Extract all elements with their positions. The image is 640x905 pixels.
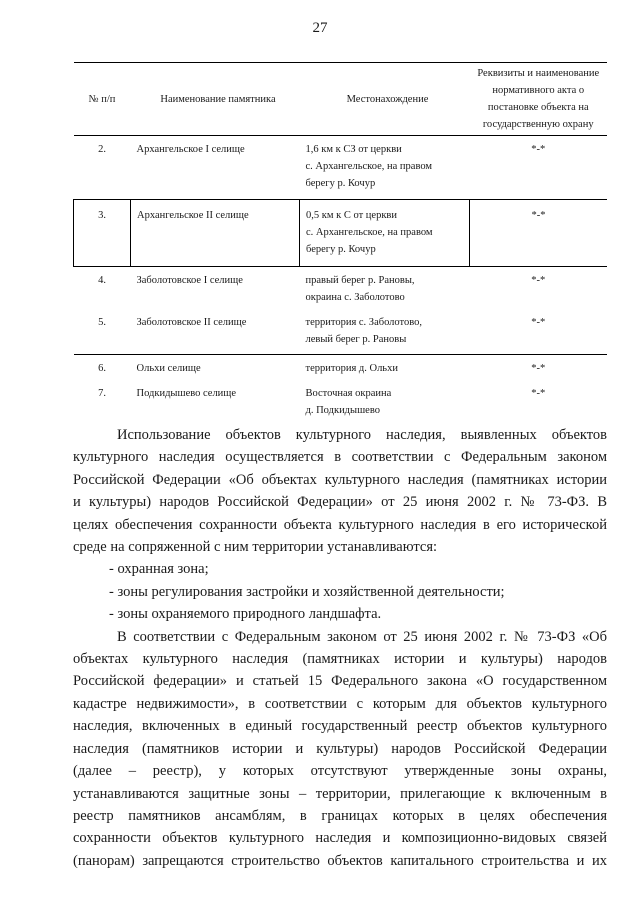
text-line: Российской федерации» и статьей 15 Федерального закона «О государственном xyxy=(73,673,607,690)
row-requisites: *-* xyxy=(531,317,546,328)
text-line: наследия, включенных в единый государственный реестр объектов культурного xyxy=(73,718,607,735)
row-num: 4. xyxy=(98,275,106,286)
text-line: и культуры) народов Российской Федерации» от 25 июня 2002 г. № 73-ФЗ. В xyxy=(73,494,607,511)
location-line: берегу р. Кочур xyxy=(306,244,376,255)
location-line: территория д. Ольхи xyxy=(305,363,398,374)
row-requisites: *-* xyxy=(531,144,546,155)
row-location xyxy=(300,200,470,267)
text-line: устанавливаются защитные зоны – территории, прилегающие к включенным в xyxy=(73,785,607,802)
table-row xyxy=(74,200,608,267)
text-line: В соответствии с Федеральным законом от 25 июня 2002 г. № 73-ФЗ «Об xyxy=(117,628,607,645)
location-line: левый берег р. Рановы xyxy=(305,334,407,345)
text-line: культурного наследия осуществляется в соответствии с Федеральным законом xyxy=(73,449,607,466)
row-requisites: *-* xyxy=(531,388,546,399)
text-line: Использование объектов культурного наследия, выявленных объектов xyxy=(117,427,607,443)
row-num: 5. xyxy=(98,317,106,328)
row-name: Подкидышево селище xyxy=(136,388,237,399)
body-text xyxy=(73,424,607,872)
row-name: Архангельское II селище xyxy=(131,200,300,267)
row-num: 6. xyxy=(98,363,106,374)
table-row xyxy=(74,136,608,200)
row-location xyxy=(300,355,470,382)
row-location xyxy=(300,136,470,200)
row-requisites: *-* xyxy=(531,363,546,374)
header-location: Местонахождение xyxy=(346,93,429,105)
text-line: (далее – реестр), у которых отсутствуют утвержденные зоны охраны, xyxy=(73,763,607,780)
table-row xyxy=(74,381,608,423)
text-line: наследия (памятников истории и культуры) народов Российской Федерации xyxy=(73,740,607,757)
location-line: с. Архангельское, на правом xyxy=(306,227,433,238)
header-num: № п/п xyxy=(88,93,116,105)
text-line: сохранности объектов культурного наследия и композиционно-видовых связей xyxy=(73,830,607,847)
monuments-table xyxy=(73,62,607,423)
row-location xyxy=(300,267,470,311)
table-header-row xyxy=(74,63,608,136)
header-name: Наименование памятника xyxy=(160,93,276,105)
text-line: объектах культурного наследия (памятниках истории и культуры) народов xyxy=(73,651,607,668)
row-num: 3. xyxy=(74,200,131,267)
location-line: 0,5 км к С от церкви xyxy=(306,210,398,221)
row-name: Архангельское I селище xyxy=(136,144,245,155)
row-location xyxy=(300,381,470,423)
list-item: - охранная зона; xyxy=(109,561,209,578)
row-requisites: *-* xyxy=(470,200,608,267)
row-name: Ольхи селище xyxy=(136,363,201,374)
text-line: целях обеспечения сохранности объекта культурного наследия в его исторической xyxy=(73,516,607,533)
location-line: берегу р. Кочур xyxy=(305,178,376,189)
text-line: Российской Федерации «Об объектах культурного наследия (памятниках истории xyxy=(73,471,607,488)
text-line: (панорам) запрещаются строительство объектов капитального строительства и их xyxy=(73,852,607,869)
page-number: 27 xyxy=(312,20,328,36)
location-line: д. Подкидышево xyxy=(305,405,380,416)
table-row xyxy=(74,310,608,355)
row-requisites: *-* xyxy=(531,275,546,286)
list-item: - зоны регулирования застройки и хозяйственной деятельности; xyxy=(109,583,505,600)
table-row xyxy=(74,355,608,382)
row-num: 2. xyxy=(98,144,106,155)
location-line: Восточная окраина xyxy=(305,388,392,399)
row-name: Заболотовское I селище xyxy=(136,275,243,286)
header-requisites: Реквизиты и наименование нормативного акта о постановке объекта на государственную охрану xyxy=(477,68,600,130)
row-location xyxy=(300,310,470,355)
location-line: территория с. Заболотово, xyxy=(305,317,422,328)
location-line: правый берег р. Рановы, xyxy=(305,275,415,286)
location-line: 1,6 км к СЗ от церкви xyxy=(305,144,402,155)
text-line: среде на сопряженной с ним территории устанавливаются: xyxy=(73,539,438,556)
row-name: Заболотовское II селище xyxy=(136,317,247,328)
row-num: 7. xyxy=(98,388,106,399)
text-line: реестр памятников ансамблям, в границах которых в целях обеспечения xyxy=(73,807,607,824)
location-line: окраина с. Заболотово xyxy=(305,292,405,303)
list-item: - зоны охраняемого природного ландшафта. xyxy=(109,606,382,623)
location-line: с. Архангельское, на правом xyxy=(305,161,433,172)
table-row xyxy=(74,267,608,311)
text-line: кадастре недвижимости», в соответствии с которым для объектов культурного xyxy=(73,695,607,712)
